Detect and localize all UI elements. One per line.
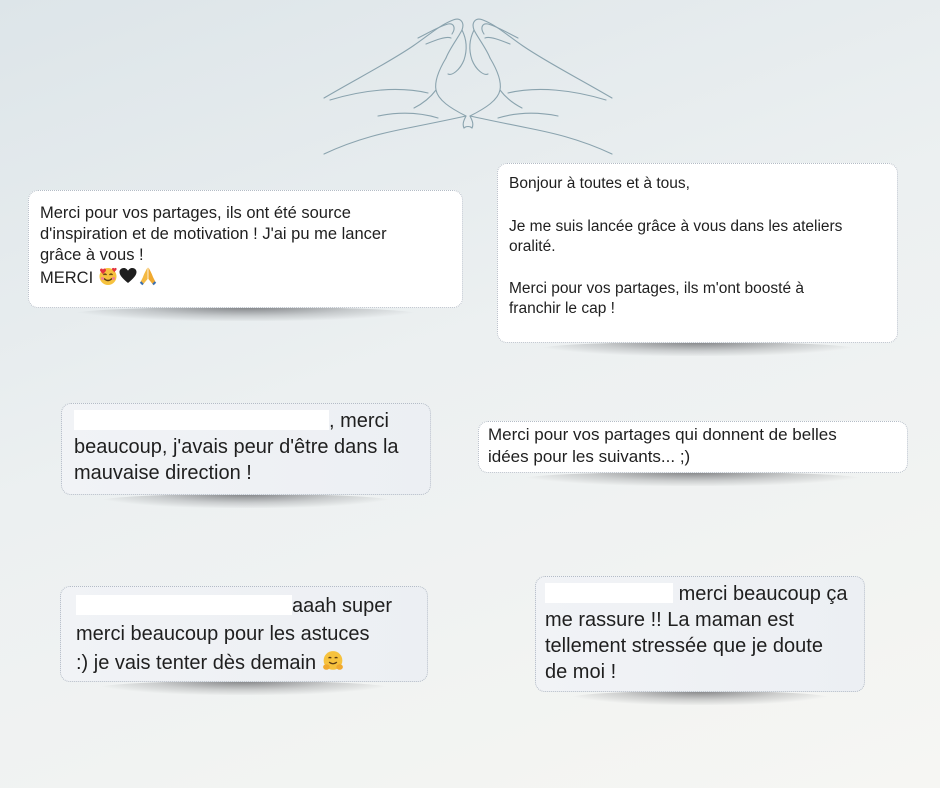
testimonial-text-line: merci beaucoup pour les astuces [76,623,370,646]
testimonial-text-line: Merci pour vos partages qui donnent de belles [488,425,837,444]
testimonial-text-line [74,408,420,434]
folded-hands-icon [138,266,158,286]
testimonial-card-1 [28,190,463,308]
testimonial-text-line: Merci pour vos partages, ils m'ont boosté à [509,280,805,298]
smiling-face-with-hearts-icon [98,266,118,286]
testimonial-text-line [545,581,856,607]
testimonial-text-line: franchir le cap ! [509,300,615,318]
testimonial-text-line: Bonjour à toutes et à tous, [509,175,690,192]
testimonial-text: merci beaucoup ça [678,583,848,605]
testimonial-text-line: d'inspiration et de motivation ! J'ai pu me lancer [40,225,387,244]
testimonial-text-line [76,592,417,620]
redacted-name [545,583,673,603]
testimonial-card-5 [60,586,428,682]
heart-hands-illustration [318,8,618,160]
testimonial-text-line: Merci pour vos partages, ils ont été source [40,204,351,222]
testimonial-card-3 [61,403,431,495]
testimonial-text-line [76,649,417,677]
paragraph-spacer [509,194,889,217]
testimonial-text: :) je vais tenter dès demain [76,651,317,674]
testimonial-text: aaah super [292,595,393,617]
redacted-name [76,595,292,615]
testimonial-card-2 [497,163,898,343]
testimonial-card-6 [535,576,865,692]
paragraph-spacer [509,256,889,279]
testimonial-text-line-with-emojis [40,266,448,289]
testimonial-text-line: me rassure !! La maman est [545,609,794,631]
testimonial-text: , merci [329,410,389,432]
merci-text: MERCI [40,269,94,288]
testimonial-text-line: Je me suis lancée grâce à vous dans les ateliers [509,217,843,235]
testimonial-text-line: mauvaise direction ! [74,462,252,484]
hugging-face-icon [322,650,344,672]
testimonial-text-line: idées pour les suivants... ;) [488,447,691,467]
testimonial-text-line: grâce à vous ! [40,246,144,265]
testimonial-text-line: tellement stressée que je doute [545,635,823,657]
testimonial-text-line: beaucoup, j'avais peur d'être dans la [74,436,399,458]
testimonial-card-4 [478,421,908,473]
testimonial-text-line: oralité. [509,237,556,255]
redacted-name [74,410,329,430]
testimonial-text-line: de moi ! [545,661,617,683]
black-heart-icon [118,266,138,286]
